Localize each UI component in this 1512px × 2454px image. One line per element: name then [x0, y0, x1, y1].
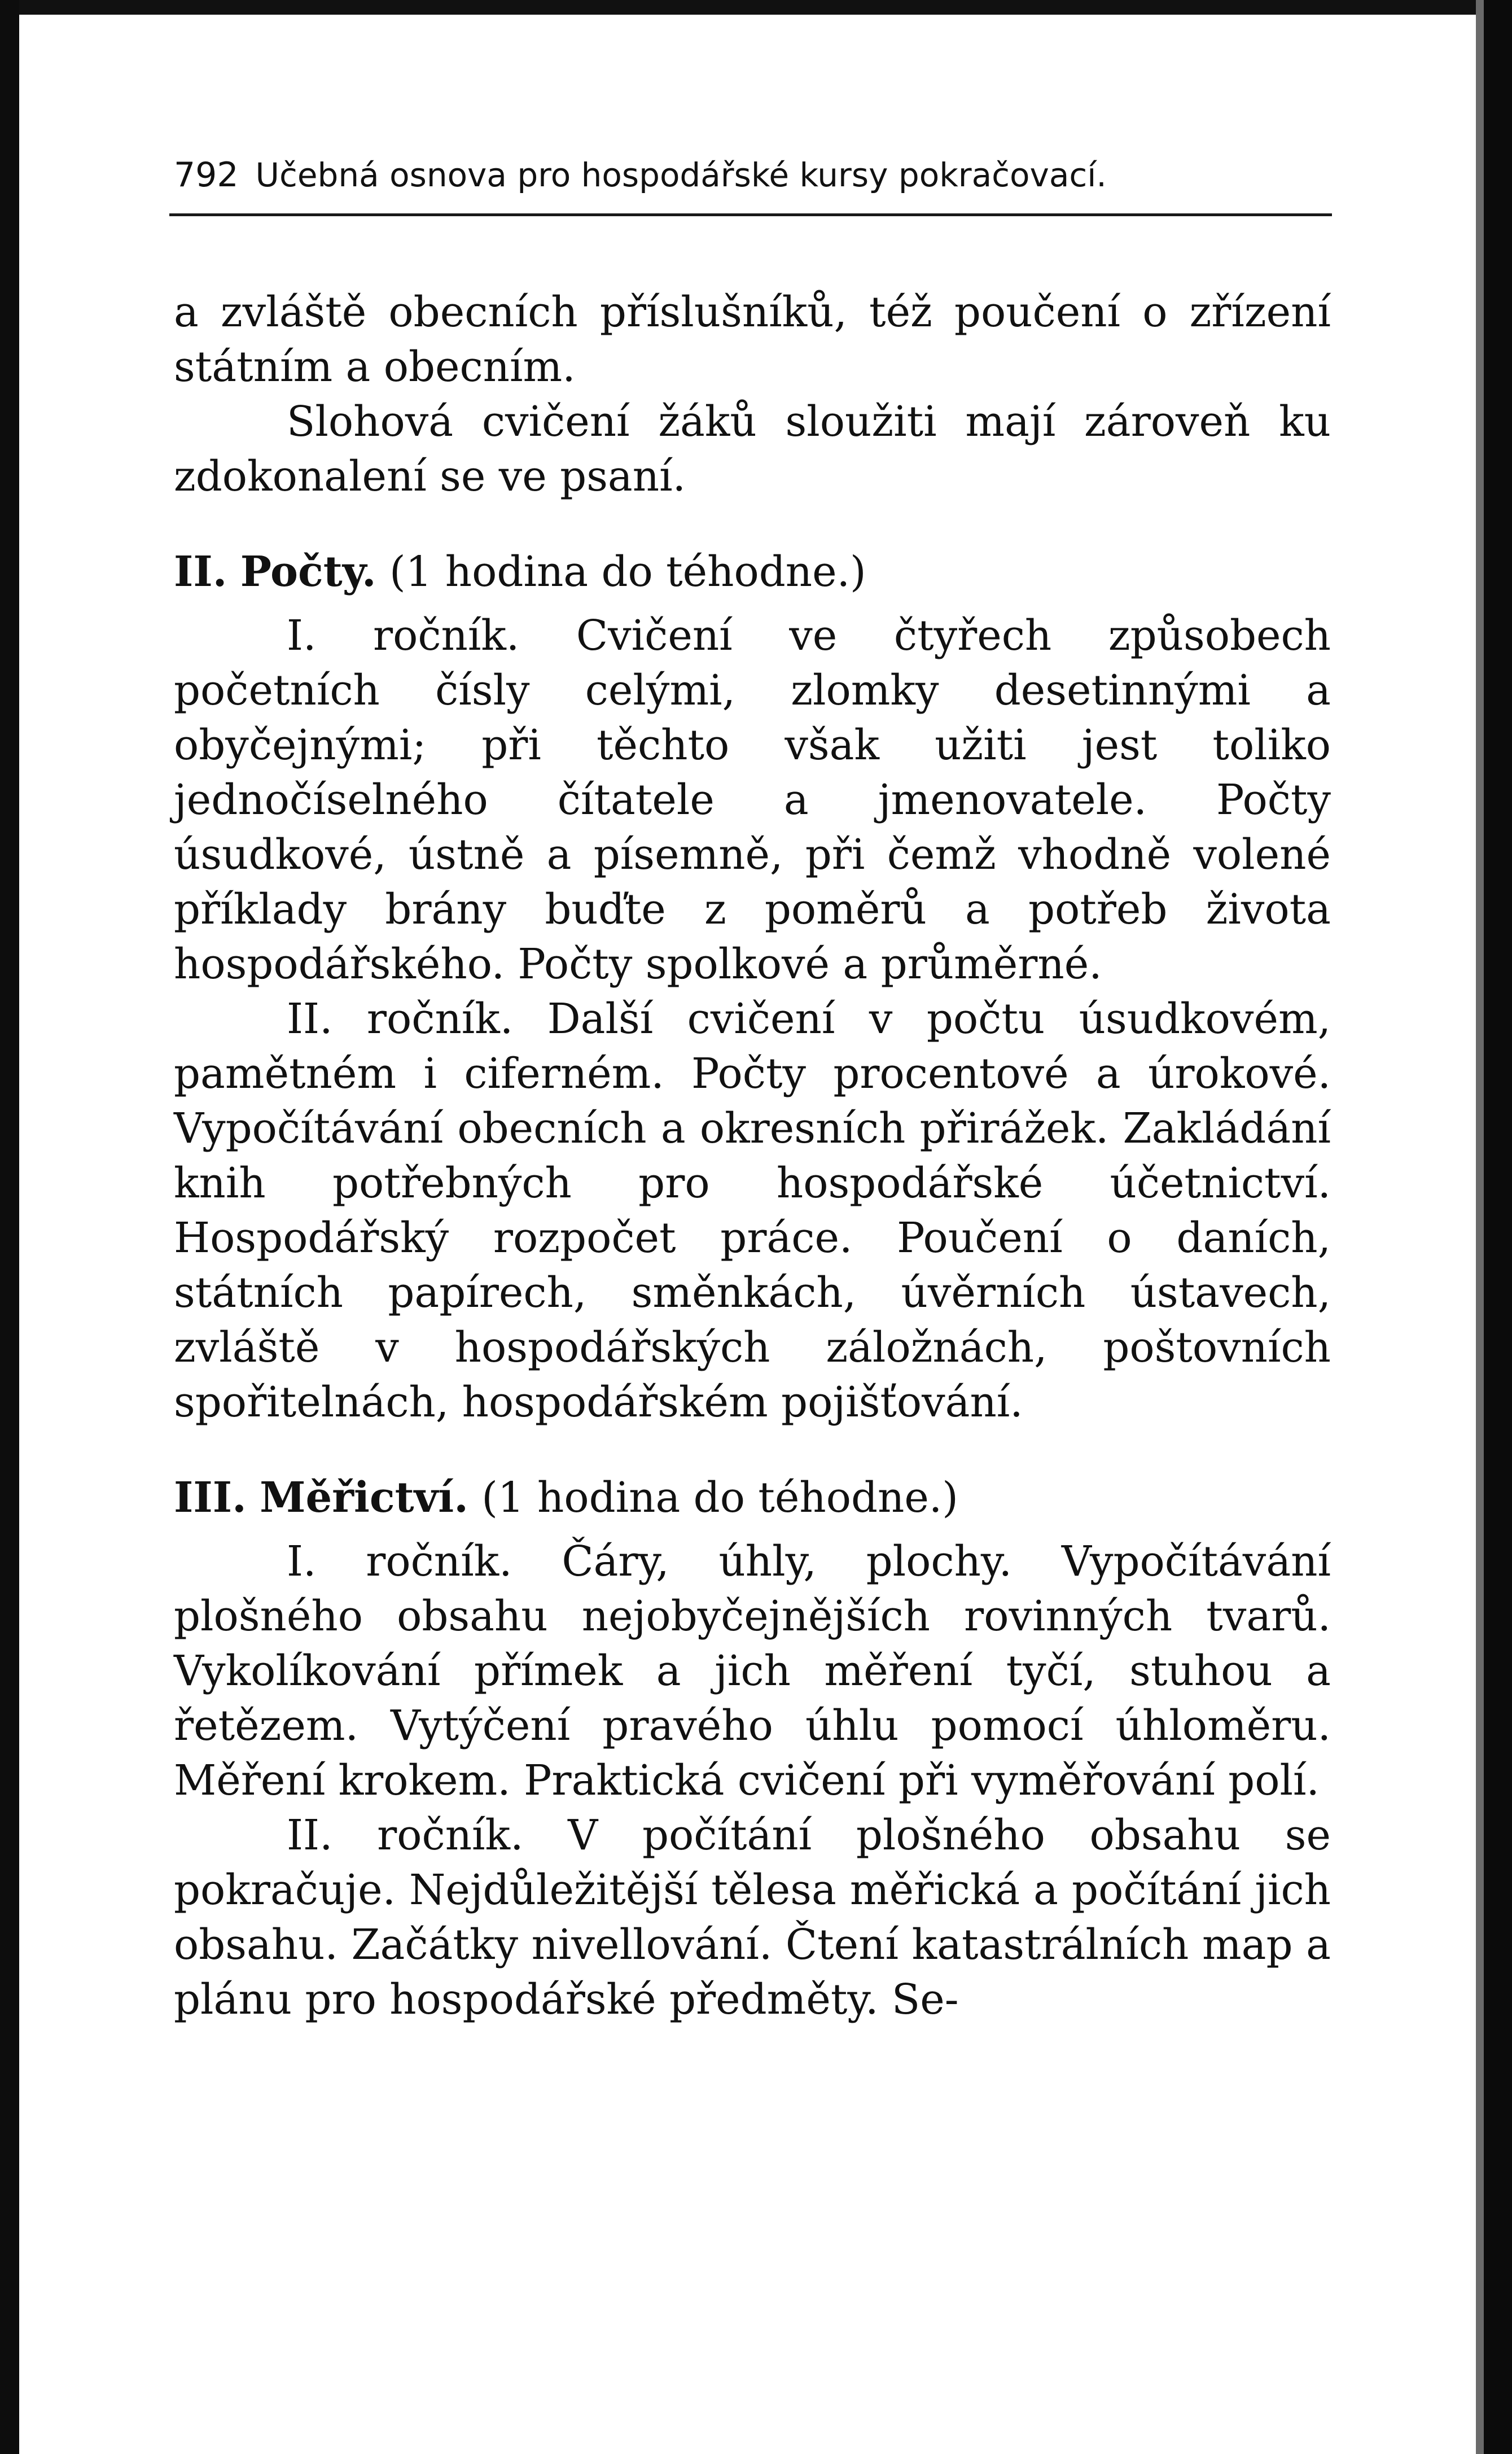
pocty-year-2: II. ročník. Další cvičení v počtu úsudkovém, pamětném i ciferném. Počty procentové a úrokové. Vypočítávání obecních a okresních přirážek. Zakládání knih potřebných pro hospodářské účetnictví. Hospodářský rozpočet práce. Poučení o daních, státních papírech, směnkách, úvěrních ústavech, zvláště v hospodářských záložnách, poštovních spořitelnách, hospodářském pojišťování. [174, 995, 1331, 1427]
intro-paragraph-style: Slohová cvičení žáků sloužiti mají zároveň ku zdokonalení se ve psaní. [174, 398, 1331, 501]
pocty-year-1: I. ročník. Cvičení ve čtyřech způsobech početních čísly celými, zlomky desetinnými a obyčejnými; při těchto však užiti jest toliko jednočíselného čítatele a jmenovatele. Počty úsudkové, ústně a písemně, při čemž vhodně volené příklady brány buďte z poměrů a potřeb života hospodářského. Počty spolkové a průměrné. [174, 612, 1331, 988]
intro-paragraph-continued: a zvláště obecních příslušníků, též poučení o zřízení státním a obecním. [174, 288, 1331, 391]
page-number: 792 [174, 155, 239, 195]
section-title: Počty. [240, 548, 376, 596]
section-heading-merictvi [174, 1471, 1331, 1525]
running-title: Učebná osnova pro hospodářské kursy pokračovací. [255, 156, 1107, 194]
scan-edge-top [0, 0, 1512, 15]
scan-edge-right-shadow [1476, 0, 1484, 2454]
merictvi-year-1: I. ročník. Čáry, úhly, plochy. Vypočítávání plošného obsahu nejobyčejnějších rovinných tvarů. Vykolíkování přímek a jich měření tyčí, stuhou a řetězem. Vytýčení pravého úhlu pomocí úhloměru. Měření krokem. Praktická cvičení při vyměřování polí. [174, 1538, 1331, 1805]
section-note: (1 hodina do téhodne.) [481, 1474, 958, 1522]
scan-edge-right [1484, 0, 1512, 2454]
scan-edge-left [0, 0, 19, 2454]
header-rule [169, 213, 1332, 216]
section-title: Měřictví. [260, 1473, 468, 1522]
running-header [174, 152, 1331, 198]
section-heading-pocty [174, 545, 1331, 600]
section-number: II. [174, 548, 227, 596]
section-number: III. [174, 1473, 247, 1522]
merictvi-year-2: II. ročník. V počítání plošného obsahu se pokračuje. Nejdůležitější tělesa měřická a počítání jich obsahu. Začátky nivellování. Čtení katastrálních map a plánu pro hospodářské předměty. Se- [174, 1812, 1331, 2024]
section-note: (1 hodina do téhodne.) [389, 548, 866, 596]
page-body [174, 285, 1331, 2027]
